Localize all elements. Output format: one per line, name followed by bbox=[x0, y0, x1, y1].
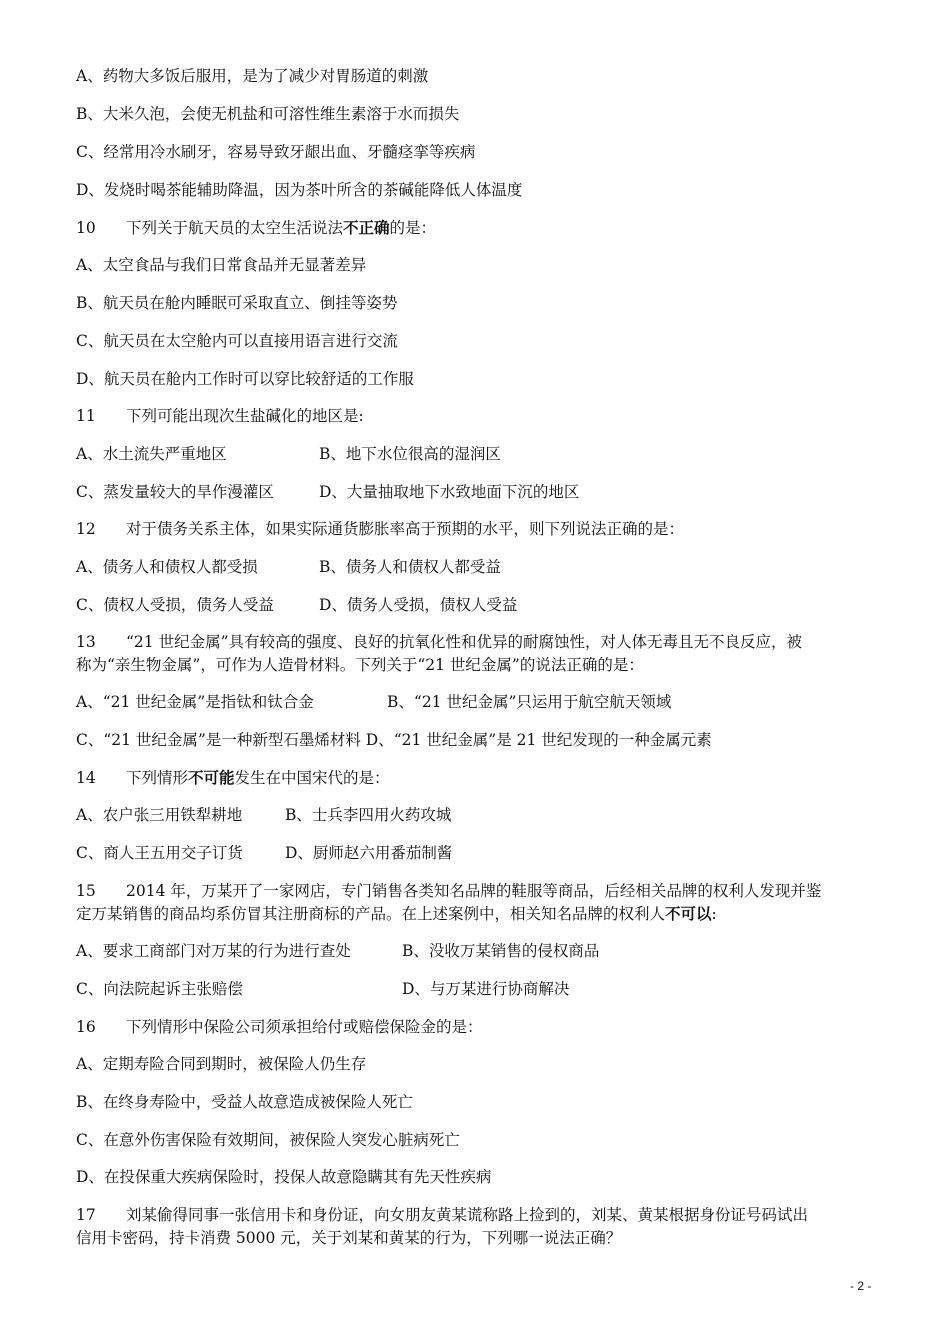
q15-option-b: B、没收万某销售的侵权商品 bbox=[402, 942, 600, 960]
q17-stem-line2: 信用卡密码，持卡消费 5000 元，关于刘某和黄某的行为，下列哪一说法正确？ bbox=[76, 1229, 622, 1247]
q10-option-c: C、航天员在太空舱内可以直接用语言进行交流 bbox=[76, 332, 398, 350]
q17-number: 17 bbox=[76, 1206, 96, 1224]
q10-number: 10 bbox=[76, 219, 96, 237]
q14-option-b: B、士兵李四用火药攻城 bbox=[285, 806, 452, 824]
q15-options-row2 bbox=[76, 979, 570, 999]
q14-number: 14 bbox=[76, 769, 96, 787]
q15-emphasis: 不可以 bbox=[665, 905, 712, 923]
q15-number: 15 bbox=[76, 882, 96, 900]
q9-option-d: D、发烧时喝茶能辅助降温，因为茶叶所含的茶碱能降低人体温度 bbox=[76, 181, 523, 199]
q10-option-d: D、航天员在舱内工作时可以穿比较舒适的工作服 bbox=[76, 370, 414, 388]
q10-stem: 10 下列关于航天员的太空生活说法不正确的是： bbox=[76, 219, 437, 237]
q10-option-b: B、航天员在舱内睡眠可采取直立、倒挂等姿势 bbox=[76, 294, 398, 312]
q10-emphasis: 不正确 bbox=[343, 219, 390, 237]
q12-number: 12 bbox=[76, 520, 96, 538]
q11-options-row1 bbox=[76, 444, 501, 464]
q11-option-b: B、地下水位很高的湿润区 bbox=[319, 445, 501, 463]
q14-options-row2 bbox=[76, 843, 453, 863]
q14-emphasis: 不可能 bbox=[188, 769, 235, 787]
q11-option-d: D、大量抽取地下水致地面下沉的地区 bbox=[319, 483, 580, 501]
q13-options-row1 bbox=[76, 692, 672, 712]
q13-number: 13 bbox=[76, 633, 96, 651]
q11-stem: 11 下列可能出现次生盐碱化的地区是: bbox=[76, 407, 364, 425]
q14-option-d: D、厨师赵六用番茄制酱 bbox=[285, 844, 453, 862]
q16-option-b: B、在终身寿险中，受益人故意造成被保险人死亡 bbox=[76, 1093, 413, 1111]
q16-option-a: A、定期寿险合同到期时，被保险人仍生存 bbox=[76, 1055, 367, 1073]
q14-option-c: C、商人王五用交子订货 bbox=[76, 844, 243, 862]
q12-option-b: B、债务人和债权人都受益 bbox=[319, 558, 501, 576]
q12-options-row1 bbox=[76, 557, 501, 577]
q12-stem: 12 对于债务关系主体，如果实际通货膨胀率高于预期的水平，则下列说法正确的是： bbox=[76, 520, 685, 538]
q13-stem: 13 “21 世纪金属”具有较高的强度、良好的抗氧化性和优异的耐腐蚀性，对人体无毒且无不良反应，被 bbox=[76, 633, 803, 651]
q14-options-row1 bbox=[76, 805, 452, 825]
q17-stem: 17 刘某偷得同事一张信用卡和身份证，向女朋友黄某谎称路上捡到的，刘某、黄某根据身份证号码试出 bbox=[76, 1206, 809, 1224]
q12-option-d: D、债务人受损，债权人受益 bbox=[319, 596, 518, 614]
q15-option-c: C、向法院起诉主张赔偿 bbox=[76, 980, 243, 998]
q16-number: 16 bbox=[76, 1018, 96, 1036]
q11-options-row2 bbox=[76, 482, 580, 502]
q16-option-c: C、在意外伤害保险有效期间，被保险人突发心脏病死亡 bbox=[76, 1131, 460, 1149]
q9-option-a: A、药物大多饭后服用，是为了减少对胃肠道的刺激 bbox=[76, 67, 429, 85]
q13-option-a: A、“21 世纪金属”是指钛和钛合金 bbox=[76, 693, 314, 711]
q9-option-c: C、经常用冷水刷牙，容易导致牙龈出血、牙髓痉挛等疾病 bbox=[76, 143, 476, 161]
q13-stem-line2: 称为“亲生物金属”，可作为人造骨材料。下列关于“21 世纪金属”的说法正确的是： bbox=[76, 656, 644, 674]
q15-stem: 15 2014 年，万某开了一家网店，专门销售各类知名品牌的鞋服等商品，后经相关品牌的权利人发现并鉴 bbox=[76, 882, 822, 900]
q16-option-d: D、在投保重大疾病保险时，投保人故意隐瞒其有先天性疾病 bbox=[76, 1168, 492, 1186]
q14-stem: 14 下列情形不可能发生在中国宋代的是： bbox=[76, 769, 390, 787]
q15-stem-line2: 定万某销售的商品均系仿冒其注册商标的产品。在上述案例中，相关知名品牌的权利人不可以: bbox=[76, 905, 717, 923]
q11-number: 11 bbox=[76, 407, 96, 425]
q12-option-c: C、债权人受损，债务人受益 bbox=[76, 596, 274, 614]
q11-option-a: A、水土流失严重地区 bbox=[76, 445, 227, 463]
q10-option-a: A、太空食品与我们日常食品并无显著差异 bbox=[76, 256, 367, 274]
q13-options-row2: C、“21 世纪金属”是一种新型石墨烯材料 D、“21 世纪金属”是 21 世纪发现的一种金属元素 bbox=[76, 731, 712, 749]
q13-option-b: B、“21 世纪金属”只运用于航空航天领域 bbox=[387, 693, 672, 711]
q9-option-b: B、大米久泡，会使无机盐和可溶性维生素溶于水而损失 bbox=[76, 105, 460, 123]
q12-options-row2 bbox=[76, 595, 518, 615]
q15-option-a: A、要求工商部门对万某的行为进行查处 bbox=[76, 942, 351, 960]
q15-option-d: D、与万某进行协商解决 bbox=[402, 980, 570, 998]
q11-option-c: C、蒸发量较大的旱作漫灌区 bbox=[76, 483, 274, 501]
q14-option-a: A、农户张三用铁犁耕地 bbox=[76, 806, 243, 824]
page-number: - 2 - bbox=[850, 1279, 872, 1293]
q16-stem: 16 下列情形中保险公司须承担给付或赔偿保险金的是： bbox=[76, 1018, 483, 1036]
q15-options-row1 bbox=[76, 941, 600, 961]
q12-option-a: A、债务人和债权人都受损 bbox=[76, 558, 258, 576]
